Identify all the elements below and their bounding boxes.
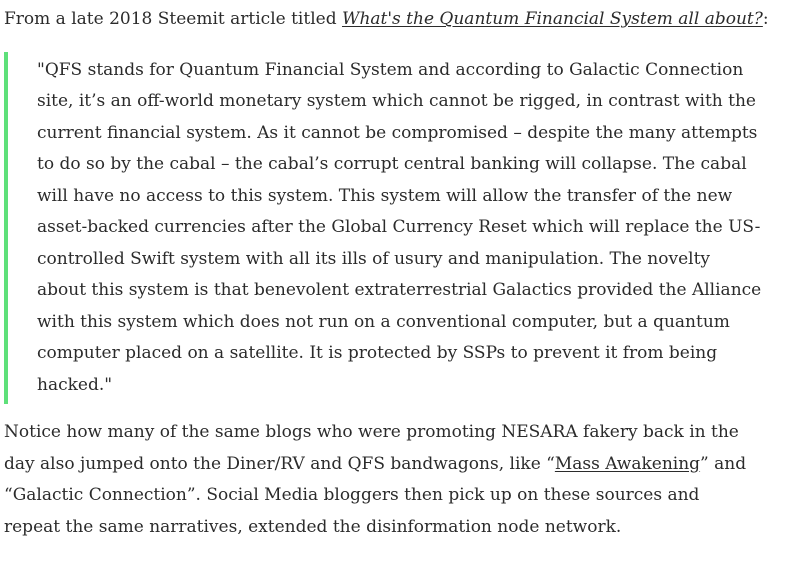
intro-suffix: : [762, 9, 769, 29]
body-line [4, 449, 800, 481]
quote-line: about this system is that benevolent extraterrestrial Galactics provided the Alliance [37, 280, 762, 300]
mass-awakening-link[interactable]: Mass Awakening [554, 453, 701, 474]
intro-paragraph [4, 0, 800, 36]
body-line: Notice how many of the same blogs who were promoting NESARA fakery back in the [4, 422, 739, 442]
body-line: repeat the same narratives, extended the disinformation node network. [4, 516, 622, 537]
body-line2-suffix: ” and [700, 453, 747, 474]
commentary-paragraph [4, 417, 800, 543]
quote-line: computer placed on a satellite. It is protected by SSPs to prevent it from being [37, 343, 718, 363]
quote-line: asset-backed currencies after the Global Currency Reset which will replace the US- [37, 217, 761, 237]
quote-line: with this system which does not run on a conventional computer, but a quantum [37, 311, 730, 332]
body-line2-prefix: day also jumped onto the Diner/RV and QFS bandwagons, like “ [4, 453, 555, 474]
quote-line: to do so by the cabal – the cabal’s corrupt central banking will collapse. The cabal [37, 154, 747, 174]
intro-prefix: From a late 2018 Steemit article titled [4, 9, 342, 29]
body-line: “Galactic Connection”. Social Media bloggers then pick up on these sources and [4, 485, 700, 505]
qfs-quote-block [4, 52, 800, 405]
quote-line: hacked." [37, 374, 113, 395]
quote-line: current financial system. As it cannot be compromised – despite the many attempts [37, 122, 758, 143]
quote-line: controlled Swift system with all its ills of usury and manipulation. The novelty [37, 248, 711, 269]
quote-line: "QFS stands for Quantum Financial System and according to Galactic Connection [37, 59, 744, 80]
quote-line: site, it’s an off-world monetary system which cannot be rigged, in contrast with the [37, 91, 756, 111]
quote-line: will have no access to this system. This system will allow the transfer of the new [37, 185, 733, 206]
steemit-article-link[interactable]: What's the Quantum Financial System all about? [341, 9, 763, 29]
